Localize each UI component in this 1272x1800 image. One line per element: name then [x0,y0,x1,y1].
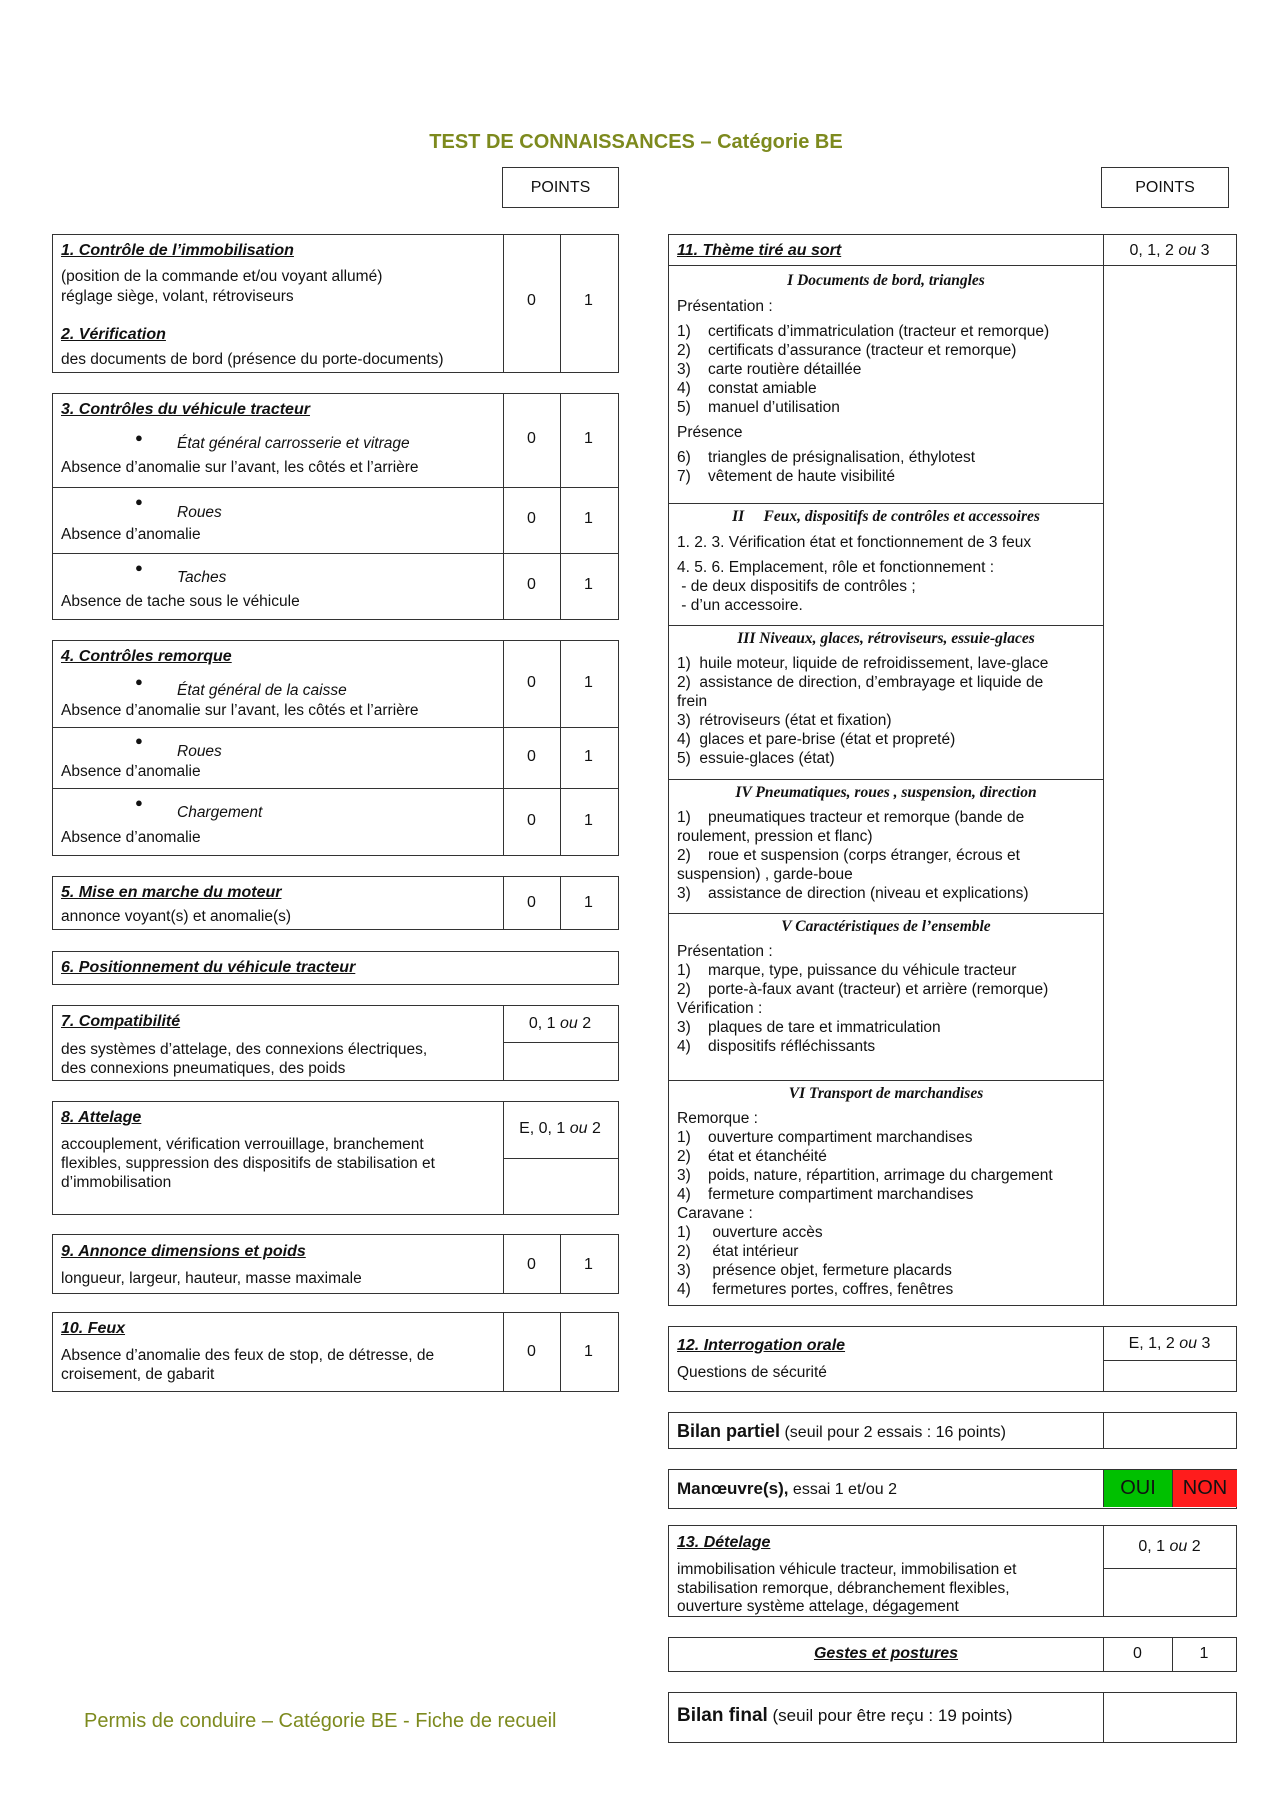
list-item: - d’un accessoire. [677,597,803,614]
page-title: TEST DE CONNAISSANCES – Catégorie BE [429,131,843,153]
section-8-box [52,1101,619,1215]
score-1[interactable]: 1 [584,1343,593,1360]
score-0[interactable]: 0 [527,1256,536,1273]
list-item: Remorque : [677,1110,758,1127]
section-13-text-3: ouverture système attelage, dégagement [677,1598,959,1615]
list-item: frein [677,693,708,710]
points-header-left: POINTS [502,167,619,208]
list-item: 4) fermeture compartiment marchandises [677,1186,974,1203]
section-3-text-a: Absence d’anomalie sur l’avant, les côtés et l’arrière [61,459,419,476]
list-item: 7) vêtement de haute visibilité [677,468,895,485]
section-4-box [52,640,619,856]
section-11-points[interactable] [1103,242,1236,260]
section-4-text-c: Absence d’anomalie [61,829,201,846]
points-part: 2 [577,1015,592,1032]
section-10-text-2: croisement, de gabarit [61,1366,215,1383]
score-0[interactable]: 0 [527,510,536,527]
list-item: 2) roue et suspension (corps étranger, écrous et [677,847,1020,864]
list-item: 3) assistance de direction (niveau et explications) [677,885,1029,902]
score-1[interactable]: 1 [584,812,593,829]
gestes-box [668,1637,1237,1672]
list-item: 1) marque, type, puissance du véhicule tracteur [677,962,1017,979]
list-item: - de deux dispositifs de contrôles ; [677,578,916,595]
section-4-text-a: Absence d’anomalie sur l’avant, les côtés et l’arrière [61,702,419,719]
section-7-points[interactable] [503,1015,617,1033]
list-item: 3) présence objet, fermeture placards [677,1262,952,1279]
section-11-title: 11. Thème tiré au sort [677,242,842,259]
section-1-text-1: (position de la commande et/ou voyant allumé) [61,268,383,285]
score-0[interactable]: 0 [1133,1645,1142,1662]
section-3-box [52,393,619,620]
section-2-text: des documents de bord (présence du porte-documents) [61,351,444,368]
section-3-item-b: Roues [177,504,222,521]
section-13-points[interactable] [1103,1538,1236,1556]
points-part: E, 0, 1 [519,1120,570,1137]
theme-1-list [677,297,1049,486]
list-item: 1) ouverture compartiment marchandises [677,1129,973,1146]
bilan-partiel-box [668,1412,1237,1449]
oui-button[interactable]: OUI [1103,1470,1172,1507]
score-0[interactable]: 0 [527,748,536,765]
bilan-final-box [668,1692,1237,1743]
theme-5-title: V Caractéristiques de l’ensemble [781,918,991,935]
points-part: 3 [1197,1335,1211,1352]
section-10-title: 10. Feux [61,1320,126,1337]
bullet-icon: ● [135,560,143,575]
section-4-item-b: Roues [177,743,222,760]
list-item: Caravane : [677,1205,753,1222]
section-11-box [668,234,1237,1306]
gestes-title: Gestes et postures [813,1645,959,1662]
section-9-title: 9. Annonce dimensions et poids [61,1243,306,1260]
bullet-icon: ● [135,430,143,445]
list-item: Vérification : [677,1000,763,1017]
bilan-partiel-label: Bilan partiel [677,1421,781,1441]
manoeuvre-box [668,1469,1237,1509]
section-13-text-1: immobilisation véhicule tracteur, immobilisation et [677,1561,1017,1578]
theme-3-title: III Niveaux, glaces, rétroviseurs, essuie-glaces [737,630,1035,647]
list-item: 1) ouverture accès [677,1224,823,1241]
section-1-text-2: réglage siège, volant, rétroviseurs [61,288,294,305]
list-item: 2) certificats d’assurance (tracteur et remorque) [677,342,1017,359]
bullet-icon: ● [135,674,143,689]
theme-6-title: VI Transport de marchandises [788,1085,984,1102]
section-8-title: 8. Attelage [61,1109,142,1126]
section-12-points[interactable] [1103,1335,1236,1353]
score-1[interactable]: 1 [584,674,593,691]
score-0[interactable]: 0 [527,812,536,829]
score-0[interactable]: 0 [527,292,536,309]
section-7-text-2: des connexions pneumatiques, des poids [61,1060,346,1077]
bilan-final-note: (seuil pour être reçu : 19 points) [767,1706,1013,1725]
score-1[interactable]: 1 [584,748,593,765]
score-0[interactable]: 0 [527,1343,536,1360]
points-or: ou [560,1015,578,1032]
points-header-right: POINTS [1101,167,1229,208]
section-3-title: 3. Contrôles du véhicule tracteur [61,401,310,418]
list-item: 5) manuel d’utilisation [677,399,840,416]
section-12-title: 12. Interrogation orale [677,1337,846,1354]
points-part: E, 1, 2 [1128,1335,1180,1352]
list-item: roulement, pression et flanc) [677,828,873,845]
theme-4-title: IV Pneumatiques, roues , suspension, direction [735,784,1037,801]
section-9-text: longueur, largeur, hauteur, masse maximale [61,1270,362,1287]
section-13-box [668,1525,1237,1617]
points-or: ou [1178,242,1197,259]
list-item: 4) constat amiable [677,380,817,397]
bullet-icon: ● [135,733,143,748]
score-1[interactable]: 1 [584,1256,593,1273]
score-1[interactable]: 1 [584,510,593,527]
section-12-text: Questions de sécurité [677,1364,827,1381]
section-13-title: 13. Dételage [677,1534,771,1551]
section-4-item-c: Chargement [177,804,263,821]
points-or: ou [1179,1335,1198,1352]
section-3-text-b: Absence d’anomalie [61,526,201,543]
theme-2-title: II Feux, dispositifs de contrôles et accessoires [732,508,1040,525]
section-10-text-1: Absence d’anomalie des feux de stop, de détresse, de [61,1347,435,1364]
section-7-title: 7. Compatibilité [61,1013,181,1030]
points-part: 0, 1, 2 [1129,242,1179,259]
list-item: 1. 2. 3. Vérification état et fonctionnement de 3 feux [677,534,1032,551]
section-6-box [52,951,619,985]
footer-text: Permis de conduire – Catégorie BE - Fiche de recueil [84,1710,557,1732]
section-2-title: 2. Vérification [61,326,166,343]
points-part: 0, 1 [1138,1538,1170,1555]
theme-6-list [677,1109,1053,1299]
section-10-box [52,1312,619,1392]
section-4-item-a: État général de la caisse [177,682,347,699]
list-item: 3) rétroviseurs (état et fixation) [677,712,892,729]
theme-2-list [677,533,1031,615]
score-0[interactable]: 0 [527,576,536,593]
list-item: 4) fermetures portes, coffres, fenêtres [677,1281,954,1298]
score-0[interactable]: 0 [527,674,536,691]
manoeuvre-note: essai 1 et/ou 2 [788,1481,897,1498]
section-6-title: 6. Positionnement du véhicule tracteur [61,959,356,976]
points-part: 3 [1196,242,1210,259]
points-part: 0, 1 [528,1015,560,1032]
section-12-box [668,1326,1237,1392]
points-or: ou [1169,1538,1188,1555]
points-part: 2 [587,1120,601,1137]
section-8-text-2: flexibles, suppression des dispositifs de stabilisation et [61,1155,435,1172]
section-8-points[interactable] [503,1120,617,1138]
manoeuvre [677,1479,897,1499]
section-8-text-1: accouplement, vérification verrouillage, branchement [61,1136,424,1153]
list-item: 4) dispositifs réfléchissants [677,1038,876,1055]
theme-3-list [677,654,1048,768]
list-item: 1) certificats d’immatriculation (tracteur et remorque) [677,323,1050,340]
bullet-icon: ● [135,494,143,509]
score-0[interactable]: 0 [527,430,536,447]
theme-4-list [677,808,1029,903]
list-item: Présentation : [677,298,773,315]
list-item: 2) assistance de direction, d’embrayage et liquide de [677,674,1044,691]
list-item: 5) essuie-glaces (état) [677,750,835,767]
list-item: 2) état et étanchéité [677,1148,827,1165]
list-item: 1) huile moteur, liquide de refroidissement, lave-glace [677,655,1049,672]
score-0[interactable]: 0 [527,894,536,911]
score-1[interactable]: 1 [584,430,593,447]
list-item: 2) porte-à-faux avant (tracteur) et arrière (remorque) [677,981,1049,998]
bilan-partiel [677,1421,1006,1442]
section-5-box [52,876,619,930]
section-3-item-c: Taches [177,569,227,586]
score-1[interactable]: 1 [1199,1645,1209,1662]
points-part: 2 [1187,1538,1201,1555]
list-item: 1) pneumatiques tracteur et remorque (bande de [677,809,1025,826]
section-1-2-box [52,234,619,373]
section-5-title: 5. Mise en marche du moteur [61,884,282,901]
section-3-item-a: État général carrosserie et vitrage [177,435,410,452]
list-item: suspension) , garde-boue [677,866,853,883]
bilan-partiel-note: (seuil pour 2 essais : 16 points) [780,1424,1006,1441]
manoeuvre-label: Manœuvre(s), [677,1479,789,1498]
section-13-text-2: stabilisation remorque, débranchement flexibles, [677,1580,1010,1597]
section-5-text: annonce voyant(s) et anomalie(s) [61,908,292,925]
list-item: 3) carte routière détaillée [677,361,862,378]
theme-1-title: I Documents de bord, triangles [787,272,985,289]
list-item: 6) triangles de présignalisation, éthylotest [677,449,976,466]
section-4-title: 4. Contrôles remorque [61,648,232,665]
section-3-text-c: Absence de tache sous le véhicule [61,593,300,610]
bilan-final [677,1705,1013,1727]
score-1[interactable]: 1 [584,292,593,309]
list-item: Présentation : [677,943,773,960]
list-item: 2) état intérieur [677,1243,799,1260]
list-item: Présence [677,424,743,441]
section-7-text-1: des systèmes d’attelage, des connexions électriques, [61,1041,428,1058]
points-or: ou [569,1120,588,1137]
score-1[interactable]: 1 [584,894,593,911]
list-item: 4. 5. 6. Emplacement, rôle et fonctionnement : [677,559,995,576]
section-8-text-3: d’immobilisation [61,1174,172,1191]
bilan-final-label: Bilan final [677,1705,768,1726]
score-1[interactable]: 1 [584,576,593,593]
list-item: 4) glaces et pare-brise (état et propreté) [677,731,956,748]
section-4-text-b: Absence d’anomalie [61,763,201,780]
list-item: 3) plaques de tare et immatriculation [677,1019,941,1036]
section-7-box [52,1005,619,1081]
non-button[interactable]: NON [1172,1470,1237,1507]
bullet-icon: ● [135,795,143,810]
theme-5-list [677,942,1048,1056]
section-9-box [52,1234,619,1294]
section-1-title: 1. Contrôle de l’immobilisation [61,242,294,259]
list-item: 3) poids, nature, répartition, arrimage du chargement [677,1167,1053,1184]
